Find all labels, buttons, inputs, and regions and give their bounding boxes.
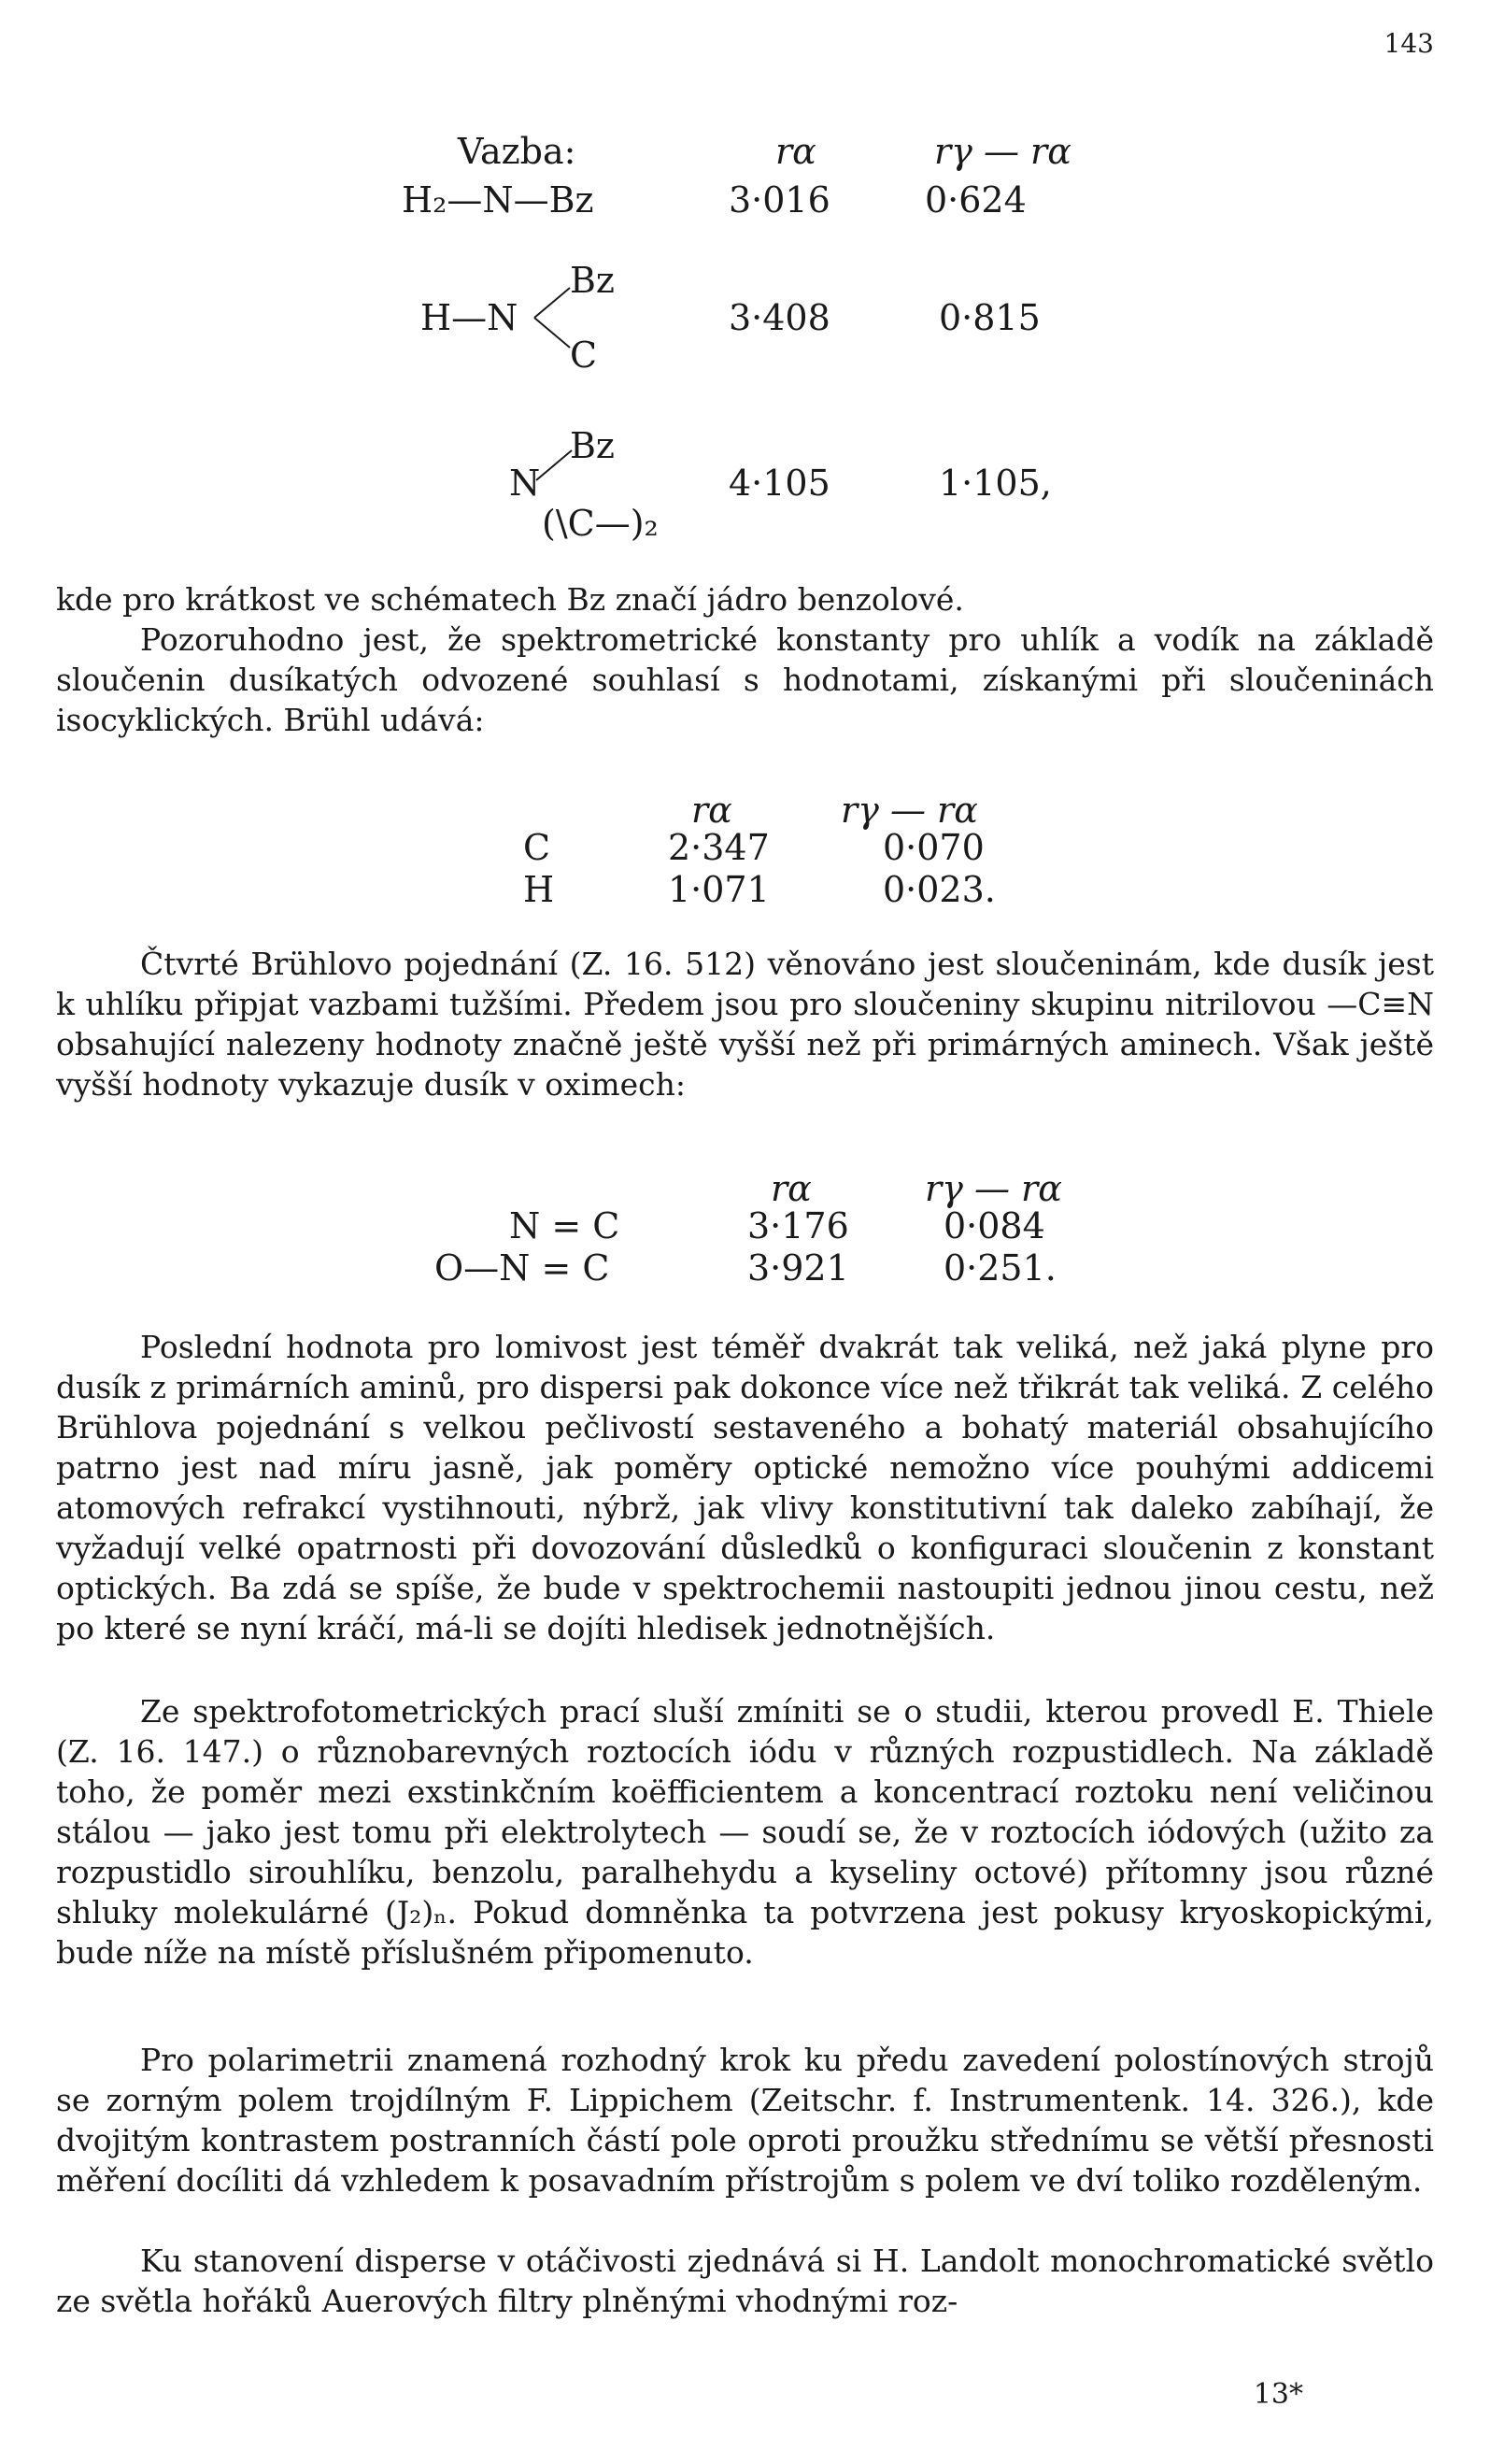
page-number: 143 <box>1384 28 1434 59</box>
paragraph: Čtvrté Brühlovo pojednání (Z. 16. 512) věnováno jest sloučeninám, kde dusík jest k uhlíku připjat vazbami tužšími. Předem jsou pro sloučeniny skupinu nitrilovou —C≡N obsahující nalezeny hodnoty značně ještě vyšší než při primárných aminech. Však ještě vyšší hodnoty vykazuje dusík v oximech: <box>56 946 1434 1103</box>
value-ra: 3·016 <box>729 179 830 221</box>
value-diff: 1·105, <box>939 463 1052 504</box>
bond-top: Bz <box>570 260 615 301</box>
paragraph: Ze spektrofotometrických prací sluší zmíniti se o studii, kterou provedl E. Thiele (Z. 16. 147.) o různobarevných roztocích iódu v různých rozpustidlech. Na základě toho, že poměr mezi exstinkčním koëfficientem a koncentrací roztoku není veličinou stálou — jako jest tomu při elektrolytech — soudí se, že v roztocích iódových (užito za rozpustidlo sirouhlíku, benzolu, paralhehydu a kyseliny octové) přítomny jsou různé shluky molekulárné (J₂)ₙ. Pokud domněnka ta potvrzena jest pokusy kryoskopickými, bude níže na místě příslušném připomenuto. <box>56 1693 1434 1971</box>
paragraph: Ku stanovení disperse v otáčivosti zjednává si H. Landolt monochromatické světlo ze světla hořáků Auerových filtry plněnými vhodnými roz- <box>56 2243 1434 2319</box>
paragraph: Poslední hodnota pro lomivost jest téměř dvakrát tak veliká, než jaká plyne pro dusík z primárních aminů, pro dispersi pak dokonce více než třikrát tak veliká. Z celého Brühlova pojednání s velkou pečlivostí sestaveného a bohatý materiál obsahujícího patrno jest nad míru jasně, jak poměry optické nemožno více pouhými addicemi atomových refrakcí vystihnouti, nýbrž, jak vlivy konstitutivní tak daleko zabíhají, že vyžadují velké opatrnosti při dovozování důsledků o konfiguraci sloučenin z konstant optických. Ba zdá se spíše, že bude v spektrochemii nastoupiti jednou jinou cestu, než po které se nyní kráčí, má-li se dojíti hledisek jednotnějších. <box>56 1329 1434 1646</box>
value-diff: 0·624 <box>925 179 1027 221</box>
col-header-diff: rγ — rα <box>925 1168 1062 1209</box>
col-header-diff: rγ — rα <box>934 131 1071 172</box>
element: H <box>523 869 555 910</box>
signature-mark: 13* <box>1253 2378 1303 2411</box>
col-header-diff: rγ — rα <box>841 790 978 831</box>
value-ra: 2·347 <box>668 827 770 868</box>
bond-mid: H—N <box>420 297 518 338</box>
paragraph: Pro polarimetrii znamená rozhodný krok ku předu zavedení polostínových strojů se zorným polem trojdílným F. Lippichem (Zeitschr. f. Instrumentenk. 14. 326.), kde dvojitým kontrastem postranních částí pole oproti proužku střednímu se větší přesnosti měření docíliti dá vzhledem k posavadním přístrojům s polem ve dví toliko rozděleným. <box>56 2042 1434 2199</box>
bond-formula: O—N = C <box>434 1247 610 1289</box>
bond-bot: C <box>570 335 598 376</box>
bond-mid: N <box>509 463 541 504</box>
col-header-ra: rα <box>771 1168 812 1209</box>
bond-formula: N = C <box>509 1205 620 1246</box>
bond-line <box>534 447 581 484</box>
value-ra: 3·408 <box>729 297 830 338</box>
element: C <box>523 827 551 868</box>
value-ra: 4·105 <box>729 463 830 504</box>
value-diff: 0·023. <box>883 869 996 910</box>
bond-top: Bz <box>570 425 615 466</box>
paragraph: kde pro krátkost ve schématech Bz značí jádro benzolové. <box>56 581 964 618</box>
bond-bot: (\C—)₂ <box>542 503 659 544</box>
value-diff: 0·070 <box>883 827 985 868</box>
value-ra: 3·921 <box>747 1247 849 1289</box>
table-label: Vazba: <box>458 131 576 172</box>
value-ra: 3·176 <box>747 1205 849 1246</box>
paragraph: Pozoruhodno jest, že spektrometrické konstanty pro uhlík a vodík na základě sloučenin dusíkatých odvozené souhlasí s hodnotami, získanými při sloučeninách isocyklických. Brühl udává: <box>56 621 1434 738</box>
value-diff: 0·251. <box>944 1247 1057 1289</box>
bond-formula: H₂—N—Bz <box>402 179 594 221</box>
col-header-ra: rα <box>691 790 732 831</box>
value-diff: 0·084 <box>944 1205 1045 1246</box>
value-ra: 1·071 <box>668 869 770 910</box>
value-diff: 0·815 <box>939 297 1041 338</box>
col-header-ra: rα <box>775 131 816 172</box>
